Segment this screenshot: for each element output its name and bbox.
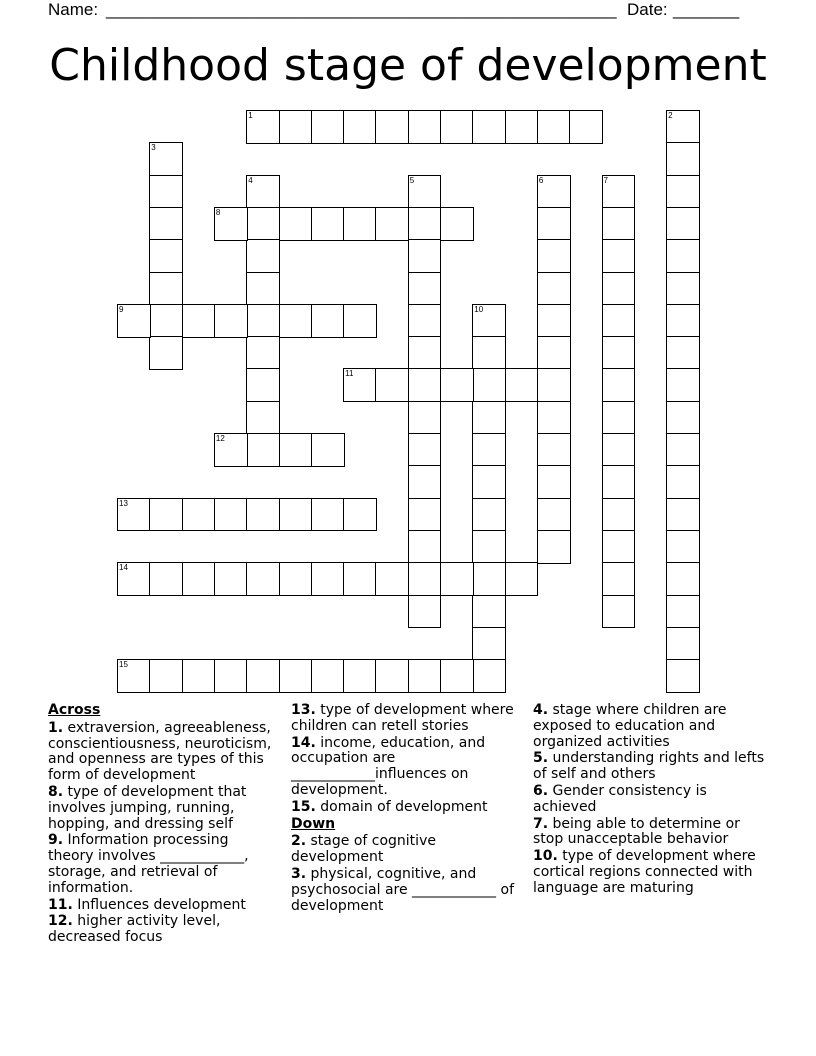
clue-number-label: 7	[603, 175, 608, 185]
page-title: Childhood stage of development	[49, 40, 767, 91]
grid-cell[interactable]	[182, 562, 216, 596]
grid-cell[interactable]	[408, 110, 442, 144]
grid-cell[interactable]	[408, 659, 442, 693]
grid-cell[interactable]	[149, 498, 183, 532]
grid-cell[interactable]	[214, 207, 248, 241]
grid-cell[interactable]	[505, 110, 539, 144]
clue-number-label: 4	[248, 175, 253, 185]
grid-cell[interactable]	[117, 659, 151, 693]
grid-cell[interactable]	[537, 433, 571, 467]
clue-down-6: 6. Gender consistency is achieved	[533, 782, 707, 815]
grid-cell[interactable]	[311, 207, 345, 241]
grid-cell[interactable]	[246, 336, 280, 370]
grid-cell[interactable]	[246, 272, 280, 306]
clue-across-11: 11. Influences development	[48, 896, 246, 913]
grid-cell[interactable]	[472, 562, 506, 596]
grid-cell[interactable]	[440, 562, 474, 596]
clue-number-label: 11	[345, 369, 354, 379]
clue-number-label: 2	[668, 111, 673, 120]
grid-cell[interactable]	[537, 175, 571, 209]
grid-cell[interactable]	[149, 272, 183, 306]
grid-cell[interactable]	[117, 304, 151, 338]
grid-cell[interactable]	[602, 433, 636, 467]
clue-number-label: 14	[119, 563, 128, 573]
grid-cell[interactable]	[505, 562, 539, 596]
grid-cell[interactable]	[537, 530, 571, 564]
grid-cell[interactable]	[246, 401, 280, 435]
clue-number-label: 13	[119, 498, 128, 508]
grid-cell[interactable]	[666, 304, 700, 338]
grid-cell[interactable]	[311, 498, 345, 532]
clue-down-5: 5. understanding rights and lefts of self and others	[533, 750, 765, 783]
grid-cell[interactable]	[279, 110, 313, 144]
grid-cell[interactable]	[311, 562, 345, 596]
grid-cell[interactable]	[602, 465, 636, 499]
grid-cell[interactable]	[408, 207, 442, 241]
grid-cell[interactable]	[182, 659, 216, 693]
grid-cell[interactable]	[149, 304, 183, 338]
grid-cell[interactable]	[602, 304, 636, 338]
grid-cell[interactable]	[537, 401, 571, 435]
grid-cell[interactable]	[666, 465, 700, 499]
grid-cell[interactable]	[472, 659, 506, 693]
grid-cell[interactable]	[214, 659, 248, 693]
clue-across-12: 12. higher activity level, decreased focus	[48, 913, 221, 946]
clue-down-10: 10. type of development where cortical regions connected with language are maturing	[533, 848, 756, 896]
grid-cell[interactable]	[375, 368, 409, 402]
grid-cell[interactable]	[214, 304, 248, 338]
grid-cell[interactable]	[343, 207, 377, 241]
grid-cell[interactable]	[666, 110, 700, 144]
grid-cell[interactable]	[343, 304, 377, 338]
grid-cell[interactable]	[246, 659, 280, 693]
clue-number-label: 10	[474, 304, 484, 314]
grid-cell[interactable]	[440, 368, 474, 402]
grid-cell[interactable]	[117, 498, 151, 532]
clues-column-2	[291, 703, 523, 915]
grid-cell[interactable]	[182, 304, 216, 338]
date-field[interactable]: _______	[673, 0, 740, 19]
grid-cell[interactable]	[311, 110, 345, 144]
grid-cell[interactable]	[246, 239, 280, 273]
grid-cell[interactable]	[149, 142, 183, 176]
grid-cell[interactable]	[472, 627, 506, 661]
grid-cell[interactable]	[602, 401, 636, 435]
grid-cell[interactable]	[666, 530, 700, 564]
clue-across-8: 8. type of development that involves jumping, running, hopping, and dressing self	[48, 783, 247, 832]
grid-cell[interactable]	[537, 465, 571, 499]
grid-cell[interactable]	[602, 562, 636, 596]
grid-cell[interactable]	[279, 207, 313, 241]
grid-cell[interactable]	[246, 207, 280, 241]
grid-cell[interactable]	[440, 207, 474, 241]
grid-cell[interactable]	[602, 595, 636, 629]
clue-number-label: 6	[538, 175, 544, 185]
grid-cell[interactable]	[375, 110, 409, 144]
grid-cell[interactable]	[537, 304, 571, 338]
grid-cell[interactable]	[408, 304, 442, 338]
grid-cell[interactable]	[343, 562, 377, 596]
clue-number-label: 1	[248, 111, 253, 120]
grid-cell[interactable]	[375, 659, 409, 693]
clue-number-label: 15	[119, 660, 128, 670]
grid-cell[interactable]	[246, 368, 280, 402]
grid-cell[interactable]	[149, 336, 183, 370]
grid-cell[interactable]	[279, 562, 313, 596]
grid-cell[interactable]	[279, 498, 313, 532]
grid-cell[interactable]	[472, 336, 506, 370]
grid-cell[interactable]	[666, 433, 700, 467]
grid-cell[interactable]	[246, 433, 280, 467]
name-label: Name:	[48, 0, 99, 19]
grid-cell[interactable]	[472, 465, 506, 499]
grid-cell[interactable]	[408, 465, 442, 499]
grid-cell[interactable]	[279, 433, 313, 467]
grid-cell[interactable]	[602, 498, 636, 532]
grid-cell[interactable]	[537, 110, 571, 144]
clue-down-4: 4. stage where children are exposed to education and organized activities	[533, 702, 727, 750]
clue-across-13: 13. type of development where children can retell stories	[291, 702, 514, 734]
clues-column-1	[48, 703, 278, 947]
grid-cell[interactable]	[246, 498, 280, 532]
grid-cell[interactable]	[214, 433, 248, 467]
grid-cell[interactable]	[408, 498, 442, 532]
grid-cell[interactable]	[569, 110, 603, 144]
grid-cell[interactable]	[602, 530, 636, 564]
down-heading: Down	[291, 815, 336, 832]
clue-down-2: 2. stage of cognitive development	[291, 833, 436, 866]
grid-cell[interactable]	[440, 659, 474, 693]
grid-cell[interactable]	[666, 368, 700, 402]
clue-across-1: 1. extraversion, agreeableness, conscientiousness, neuroticism, and openness are types of this form of development	[48, 719, 272, 784]
grid-cell[interactable]	[537, 239, 571, 273]
grid-cell[interactable]	[505, 368, 539, 402]
grid-cell[interactable]	[537, 336, 571, 370]
grid-cell[interactable]	[602, 272, 636, 306]
grid-cell[interactable]	[408, 530, 442, 564]
grid-cell[interactable]	[537, 272, 571, 306]
clue-across-15: 15. domain of development	[291, 798, 488, 815]
grid-cell[interactable]	[602, 368, 636, 402]
clue-across-14: 14. income, education, and occupation are ____________influences on development.	[291, 734, 486, 798]
grid-cell[interactable]	[408, 562, 442, 596]
grid-cell[interactable]	[602, 175, 636, 209]
grid-cell[interactable]	[602, 239, 636, 273]
clue-down-7: 7. being able to determine or stop unacceptable behavior	[533, 815, 740, 848]
grid-cell[interactable]	[408, 595, 442, 629]
grid-cell[interactable]	[408, 433, 442, 467]
grid-cell[interactable]	[311, 304, 345, 338]
grid-cell[interactable]	[214, 562, 248, 596]
grid-cell[interactable]	[666, 659, 700, 693]
grid-cell[interactable]	[666, 142, 700, 176]
grid-cell[interactable]	[343, 498, 377, 532]
grid-cell[interactable]	[472, 110, 506, 144]
grid-cell[interactable]	[666, 175, 700, 209]
clue-number-label: 5	[409, 175, 415, 185]
grid-cell[interactable]	[408, 239, 442, 273]
grid-cell[interactable]	[182, 498, 216, 532]
grid-cell[interactable]	[666, 595, 700, 629]
grid-cell[interactable]	[472, 595, 506, 629]
grid-cell[interactable]	[666, 562, 700, 596]
grid-cell[interactable]	[666, 239, 700, 273]
grid-cell[interactable]	[602, 336, 636, 370]
grid-cell[interactable]	[666, 401, 700, 435]
grid-cell[interactable]	[279, 659, 313, 693]
grid-cell[interactable]	[343, 368, 377, 402]
grid-cell[interactable]	[149, 207, 183, 241]
grid-cell[interactable]	[408, 368, 442, 402]
grid-cell[interactable]	[440, 110, 474, 144]
grid-cell[interactable]	[408, 336, 442, 370]
grid-cell[interactable]	[149, 175, 183, 209]
grid-cell[interactable]	[408, 272, 442, 306]
grid-cell[interactable]	[343, 110, 377, 144]
grid-cell[interactable]	[246, 110, 280, 144]
clue-number-label: 3	[151, 143, 156, 153]
grid-cell[interactable]	[666, 498, 700, 532]
grid-cell[interactable]	[537, 207, 571, 241]
grid-cell[interactable]	[472, 498, 506, 532]
grid-cell[interactable]	[343, 659, 377, 693]
grid-cell[interactable]	[149, 239, 183, 273]
grid-cell[interactable]	[472, 433, 506, 467]
grid-cell[interactable]	[375, 562, 409, 596]
grid-cell[interactable]	[472, 401, 506, 435]
date-label: Date:	[627, 0, 668, 19]
grid-cell[interactable]	[472, 530, 506, 564]
grid-cell[interactable]	[246, 175, 280, 209]
grid-cell[interactable]	[279, 304, 313, 338]
grid-cell[interactable]	[537, 498, 571, 532]
grid-cell[interactable]	[375, 207, 409, 241]
grid-cell[interactable]	[666, 272, 700, 306]
grid-cell[interactable]	[214, 498, 248, 532]
clue-number-label: 9	[119, 304, 124, 314]
clues-column-3	[533, 703, 773, 898]
name-field[interactable]: ______________________________________________________	[106, 0, 617, 19]
grid-cell[interactable]	[602, 207, 636, 241]
grid-cell[interactable]	[666, 207, 700, 241]
grid-cell[interactable]	[537, 368, 571, 402]
grid-cell[interactable]	[149, 562, 183, 596]
clue-across-9: 9. Information processing theory involves ____________, storage, and retrieval of information.	[48, 832, 249, 896]
grid-cell[interactable]	[311, 659, 345, 693]
grid-cell[interactable]	[117, 562, 151, 596]
grid-cell[interactable]	[666, 627, 700, 661]
clue-number-label: 8	[215, 207, 221, 217]
across-heading: Across	[48, 702, 101, 718]
grid-cell[interactable]	[408, 175, 442, 209]
grid-cell[interactable]	[472, 304, 506, 338]
grid-cell[interactable]	[408, 401, 442, 435]
grid-cell[interactable]	[246, 562, 280, 596]
clue-down-3: 3. physical, cognitive, and psychosocial are ____________ of development	[291, 865, 515, 914]
grid-cell[interactable]	[149, 659, 183, 693]
clue-number-label: 12	[215, 434, 225, 443]
grid-cell[interactable]	[666, 336, 700, 370]
grid-cell[interactable]	[472, 368, 506, 402]
grid-cell[interactable]	[246, 304, 280, 338]
grid-cell[interactable]	[311, 433, 345, 467]
